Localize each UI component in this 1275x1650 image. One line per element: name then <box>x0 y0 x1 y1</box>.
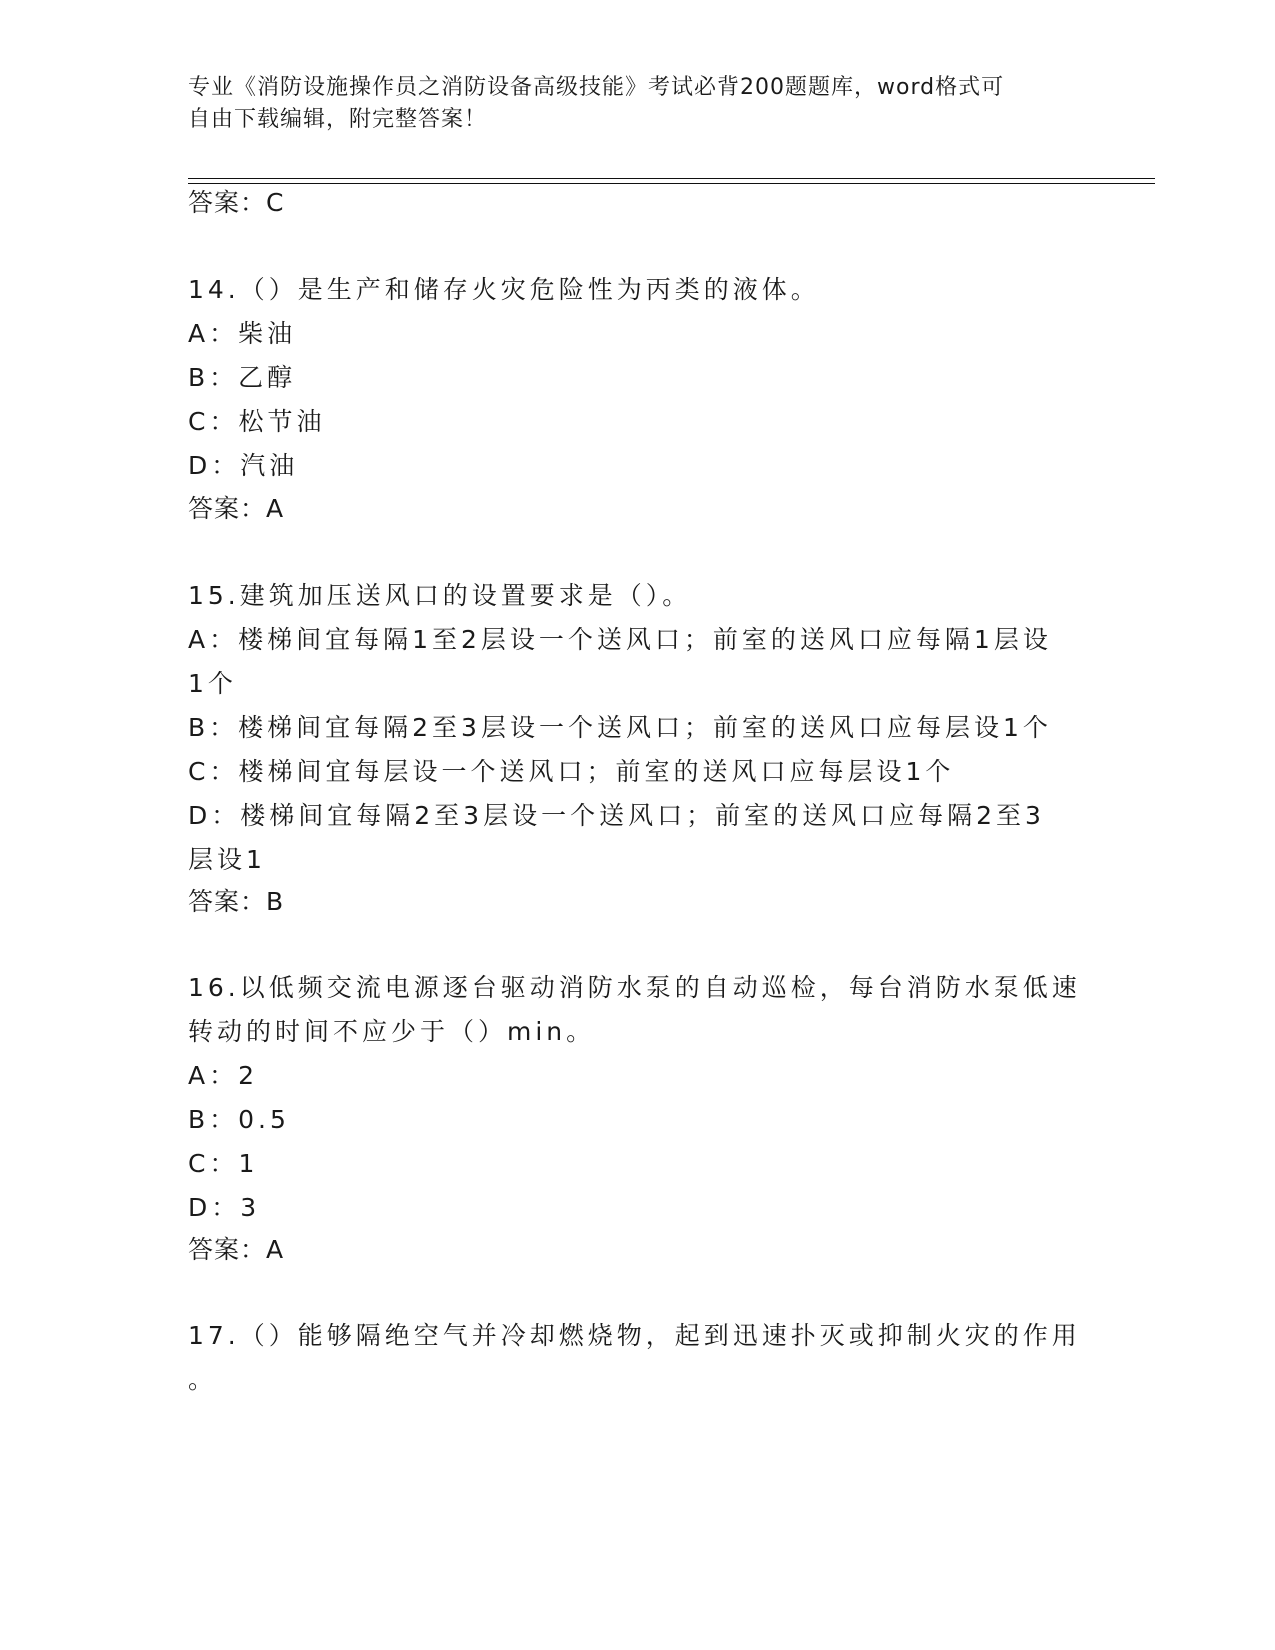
question-16-answer: 答案：A <box>188 1235 285 1264</box>
question-15-answer: 答案：B <box>188 887 285 916</box>
question-17-stem: 17.（）能够隔绝空气并冷却燃烧物，起到迅速扑灭或抑制火灾的作用 <box>188 1321 1081 1350</box>
header-divider-top <box>188 178 1155 179</box>
question-17-stem-cont: 。 <box>188 1365 218 1394</box>
header-divider-bottom <box>188 183 1155 184</box>
question-15-option-b: B：楼梯间宜每隔2至3层设一个送风口；前室的送风口应每层设1个 <box>188 713 1052 742</box>
previous-answer: 答案：C <box>188 188 285 217</box>
question-14-option-a: A：柴油 <box>188 319 297 348</box>
header-line-2: 自由下载编辑，附完整答案！ <box>188 107 488 132</box>
question-15-stem: 15.建筑加压送风口的设置要求是（）。 <box>188 581 692 610</box>
question-16-option-d: D：3 <box>188 1193 261 1222</box>
header-line-1: 专业《消防设施操作员之消防设备高级技能》考试必背200题题库，word格式可 <box>188 75 1005 100</box>
question-16-option-c: C：1 <box>188 1149 259 1178</box>
question-15-option-a: A：楼梯间宜每隔1至2层设一个送风口；前室的送风口应每隔1层设 <box>188 625 1052 654</box>
document-header <box>188 72 1068 136</box>
question-16-option-b: B：0.5 <box>188 1105 290 1134</box>
question-15-option-d: D：楼梯间宜每隔2至3层设一个送风口；前室的送风口应每隔2至3 <box>188 801 1045 830</box>
question-15-option-c: C：楼梯间宜每层设一个送风口；前室的送风口应每层设1个 <box>188 757 955 786</box>
question-14-stem: 14.（）是生产和储存火灾危险性为丙类的液体。 <box>188 275 820 304</box>
question-15-option-a-cont: 1个 <box>188 669 237 698</box>
question-16-stem-cont: 转动的时间不应少于（）min。 <box>188 1017 596 1046</box>
question-16-option-a: A：2 <box>188 1061 259 1090</box>
question-16-stem: 16.以低频交流电源逐台驱动消防水泵的自动巡检，每台消防水泵低速 <box>188 973 1081 1002</box>
question-15-option-d-cont: 层设1 <box>188 845 266 874</box>
question-14-answer: 答案：A <box>188 494 285 523</box>
question-14-option-d: D：汽油 <box>188 451 299 480</box>
question-14-option-b: B：乙醇 <box>188 363 297 392</box>
question-14-option-c: C：松节油 <box>188 407 326 436</box>
